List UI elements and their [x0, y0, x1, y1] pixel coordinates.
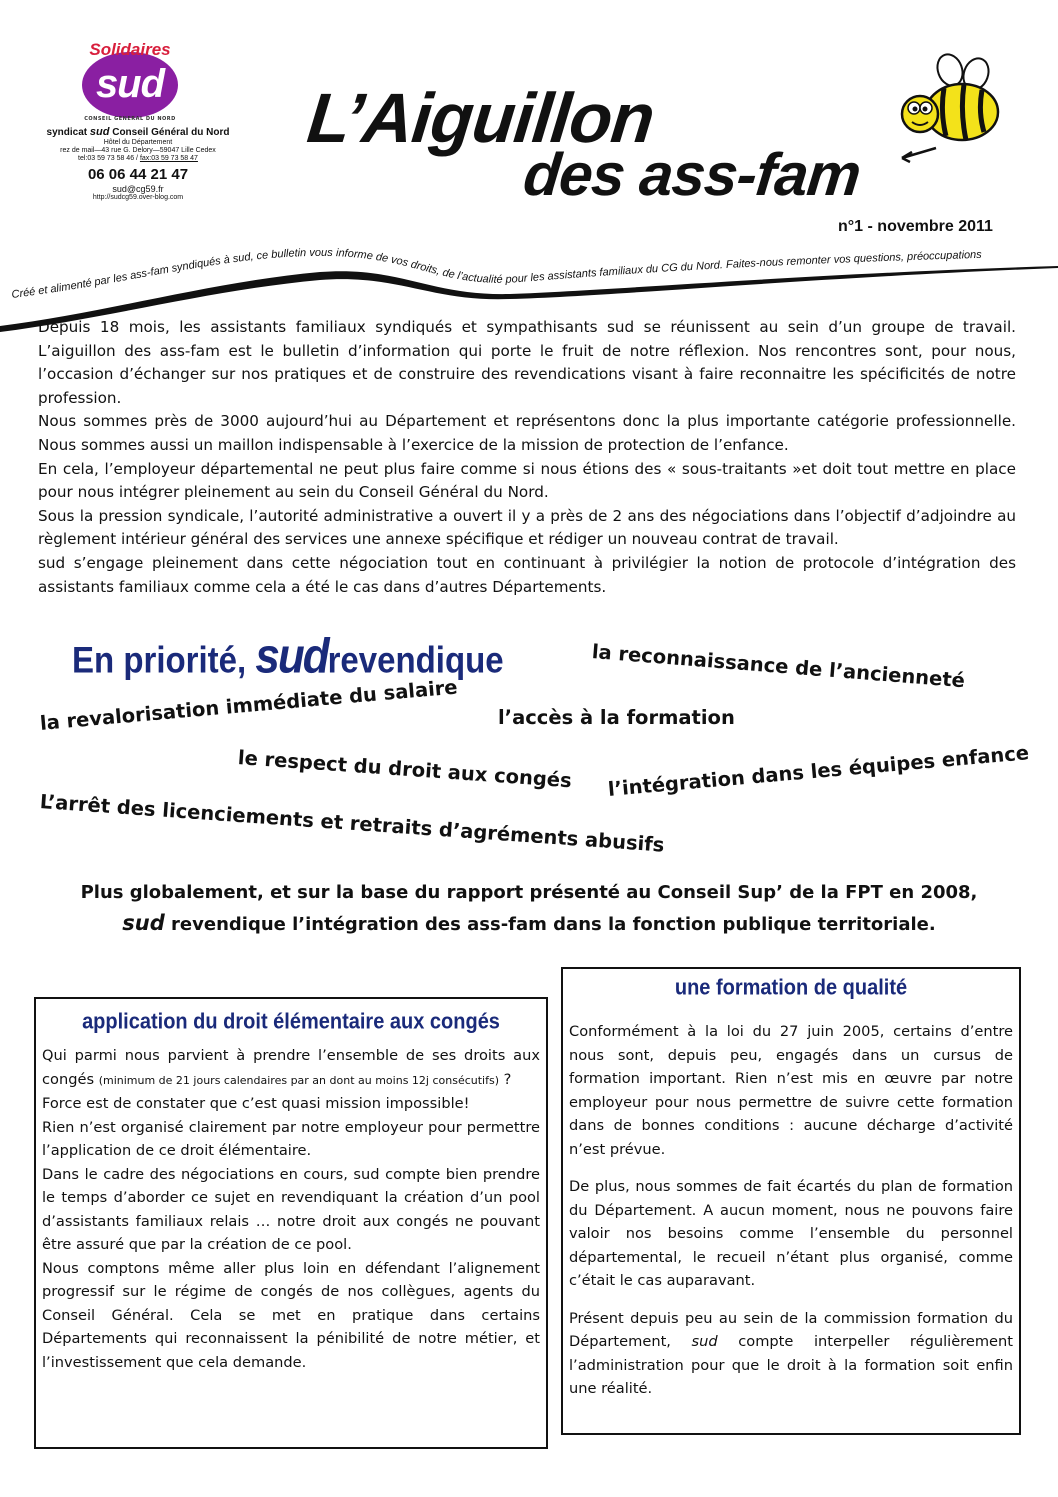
mobile-phone: 06 06 44 21 47	[87, 165, 189, 183]
blog-link[interactable]: http://sudcg59.over-blog.com	[92, 194, 184, 202]
logo-top-text: Solidaires	[89, 40, 171, 59]
conges-title: application du droit élémentaire aux congés	[82, 1009, 500, 1035]
formation-paragraph: De plus, nous sommes de fait écartés du plan de formation du Département. A aucun moment, nous ne pouvons faire valoir nos besoins comme l’ensemble du personnel départemental, le recueil n’étant plus organisé, comme c’était le cas auparavant.	[569, 1178, 1013, 1289]
priority-item: l’intégration dans les équipes enfance	[606, 741, 1030, 801]
email-link[interactable]: sud@cg59.fr	[112, 184, 164, 195]
org-name: syndicat sud Conseil Général du Nord	[46, 126, 230, 138]
building: Hôtel du Département	[103, 138, 173, 146]
conges-box	[34, 997, 548, 1449]
contact-block	[22, 126, 254, 202]
intro-paragraph: Nous sommes près de 3000 aujourd’hui au Département et représentons donc la plus importante catégorie professionnelle. Nous sommes aussi un maillon indispensable à l’exercice de la mission de protection de l’enfance.	[38, 412, 1016, 454]
formation-title: une formation de qualité	[674, 975, 908, 1001]
newsletter-title: L’Aiguillon	[303, 79, 658, 157]
priority-item: la revalorisation immédiate du salaire	[38, 675, 459, 735]
conges-body	[36, 1044, 546, 1374]
intro-paragraph: En cela, l’employeur départemental ne peut plus faire comme si nous étions des « sous-traitants »et doit tout mettre en place pour nous intégrer pleinement au sein du Conseil Général du Nord.	[38, 459, 1016, 502]
formation-paragraph: Conformément à la loi du 27 juin 2005, certains d’entre nous sont, depuis peu, engagés dans un cursus de formation important. Rien n’est mis en œuvre par notre employeur pour nous permettre de suivre cette formation dans de bonnes conditions : aucune décharge d’activité n’est prévue.	[569, 1023, 1013, 1158]
global-claim: Plus globalement, et sur la base du rapport présenté au Conseil Sup’ de la FPT en 2008, sud revendique l’intégration des ass-fam dans la fonction publique territoriale.	[80, 882, 978, 935]
formation-box	[561, 967, 1021, 1435]
intro-paragraph: sud s’engage pleinement dans cette négociation tout en continuant à privilégier la notion de protocole d’intégration des assistants familiaux comme cela a été le cas dans d’autres Départements.	[38, 553, 1016, 596]
priority-item: la reconnaissance de l’ancienneté	[591, 640, 966, 693]
formation-body	[563, 1020, 1019, 1401]
priorities-heading: En priorité, sudrevendique	[72, 629, 504, 684]
tel-fax: tel:03 59 73 58 46 / fax:03 59 73 58 47	[78, 154, 198, 162]
conges-paragraph: Dans le cadre des négociations en cours, sud compte bien prendre le temps d’aborder ce sujet en revendiquant la création d’un pool d’assistants familiaux relais … notre droit aux congés ne pouvant être assuré que par la création de ce pool.	[42, 1165, 540, 1253]
issue-number: n°1 - novembre 2011	[838, 218, 993, 235]
sud-logo	[74, 40, 186, 122]
logo-main-text: sud	[95, 62, 165, 106]
intro-text	[38, 316, 1016, 599]
priority-item: L’arrêt des licenciements et retraits d’agréments abusifs	[39, 790, 666, 857]
priority-item: l’accès à la formation	[498, 706, 735, 729]
conges-paragraph: Rien n’est organisé clairement par notre employeur pour permettre l’application de ce droit élémentaire.	[42, 1118, 540, 1159]
conges-paragraph: Nous comptons même aller plus loin en défendant l’alignement progressif sur le régime de congés de nos collègues, agents du Conseil Général. Cela se met en pratique dans certains Départements qui reconnaissent la pénibilité de notre métier, et l’investissement que cela demande.	[42, 1259, 540, 1371]
conges-paragraph: Qui parmi nous parvient à prendre l’ensemble de ses droits aux congés (minimum de 21 jours calendaires par an dont au moins 12j consécutifs) ?	[42, 1047, 540, 1088]
intro-paragraph: Depuis 18 mois, les assistants familiaux syndiqués et sympathisants sud se réunissent au sein d’un groupe de travail. L’aiguillon des ass-fam est le bulletin d’information qui porte le fruit de notre réflexion. Nos rencontres sont, pour nous, l’occasion d’échanger sur nos pratiques et de construire des revendications visant à faire reconnaitre les spécificités de notre profession.	[38, 318, 1016, 407]
priority-item: le respect du droit aux congés	[237, 746, 573, 793]
formation-paragraph: Présent depuis peu au sein de la commission formation du Département, sud compte interpeller régulièrement l’administration pour que le droit à la formation soit enfin une réalité.	[569, 1309, 1013, 1397]
address: rez de mail—43 rue G. Delory—59047 Lille Cedex	[60, 146, 216, 154]
newsletter-subtitle: des ass-fam	[520, 141, 864, 208]
logo-sub-text: CONSEIL GENERAL DU NORD	[84, 116, 176, 122]
tagline-text: Créé et alimenté par les ass-fam syndiqués à sud, ce bulletin vous informe de vos droits, de l’actualité pour les assistants familiaux du CG du Nord. Faites-nous remonter vos questions, préoccupations	[10, 246, 982, 301]
conges-paragraph: Force est de constater que c’est quasi mission impossible!	[42, 1095, 470, 1112]
intro-paragraph: Sous la pression syndicale, l’autorité administrative a ouvert il y a près de 2 ans des négociations dans l’objectif d’adjoindre au règlement intérieur général des services une annexe spécifique et rédiger un nouveau contrat de travail.	[38, 506, 1016, 549]
bee-icon	[896, 52, 1006, 164]
